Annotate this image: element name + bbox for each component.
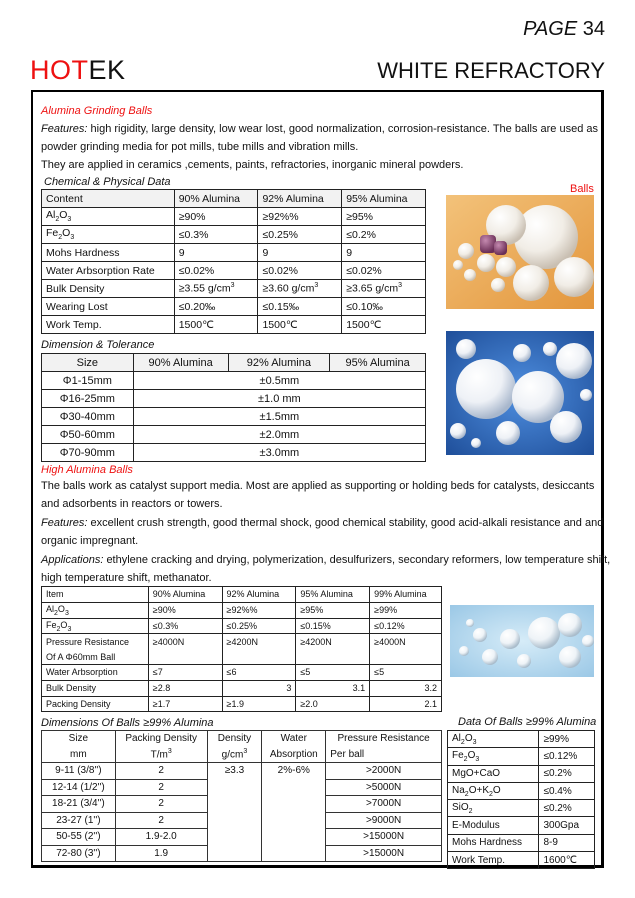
header-cell: 92% Alumina <box>222 587 296 603</box>
header-cell: Density <box>207 731 262 747</box>
cell: ≥4000N <box>148 634 222 649</box>
cell: ±3.0mm <box>133 444 425 462</box>
chem-table <box>41 189 426 334</box>
header-cell: 90% Alumina <box>148 587 222 603</box>
header-cell: 92% Alumina <box>258 190 342 208</box>
cell: 2 <box>115 812 207 829</box>
cell: ≤0.2% <box>539 765 595 782</box>
cell: ≤0.02% <box>342 262 426 280</box>
cell: ≤0.02% <box>174 262 258 280</box>
table-row <box>42 280 426 298</box>
cell: 12-14 (1/2'') <box>42 779 116 796</box>
cell: 1.9 <box>115 845 207 862</box>
cell: ≤0.15‰ <box>258 298 342 316</box>
header-cell: Packing Density <box>115 731 207 747</box>
cell: ≥4200N <box>296 634 370 649</box>
cell: Mohs Hardness <box>448 834 539 851</box>
cell: Water Arbsorption <box>42 664 149 680</box>
cell: >5000N <box>326 779 442 796</box>
cell: 1600℃ <box>539 852 595 869</box>
cell: ≥95% <box>342 208 426 226</box>
brand-logo: HOTEK <box>30 55 126 85</box>
table-header-row <box>42 190 426 208</box>
formula-cell: $Na_2O+K_2O$ <box>448 782 539 799</box>
cell: ≤0.12% <box>370 618 442 634</box>
header-cell: 95% Alumina <box>296 587 370 603</box>
formula-cell: $Al_2O_3$ <box>42 208 175 226</box>
cell: 9-11 (3/8'') <box>42 763 116 780</box>
cell: 2%-6% <box>262 763 326 862</box>
table-row <box>42 390 426 408</box>
cell: >2000N <box>326 763 442 780</box>
cell: Mohs Hardness <box>42 244 175 262</box>
cell: 3.1 <box>296 680 370 696</box>
cell: ≤0.3% <box>174 226 258 244</box>
table-row <box>42 408 426 426</box>
cell: 2.1 <box>370 696 442 712</box>
cell: Pressure Resistance <box>42 634 149 649</box>
cell <box>148 649 222 664</box>
cell: ≤6 <box>222 664 296 680</box>
cell: Φ30-40mm <box>42 408 134 426</box>
table-row <box>42 226 426 244</box>
header-cell: 95% Alumina <box>330 354 426 372</box>
cell: 72-80 (3'') <box>42 845 116 862</box>
header-cell: 99% Alumina <box>370 587 442 603</box>
table-row <box>42 696 442 712</box>
cell: ≥4000N <box>370 634 442 649</box>
cell: Bulk Density <box>42 280 175 298</box>
table-row <box>448 782 595 799</box>
dim-caption: Dimension & Tolerance <box>41 339 155 351</box>
cell: ≥99% <box>370 602 442 618</box>
cell: >9000N <box>326 812 442 829</box>
dims99-caption: Dimensions Of Balls ≥99% Alumina <box>41 717 214 729</box>
dims99-table <box>41 730 442 862</box>
cell: Φ16-25mm <box>42 390 134 408</box>
section-title-high: High Alumina Balls <box>41 464 133 476</box>
formula-cell: $Al_2O_3$ <box>42 602 149 618</box>
cell: MgO+CaO <box>448 765 539 782</box>
cell: ≤0.3% <box>148 618 222 634</box>
cell: 3 <box>222 680 296 696</box>
cell: 18-21 (3/4'') <box>42 796 116 813</box>
table-row <box>448 765 595 782</box>
cell: Work Temp. <box>42 316 175 334</box>
cell: 3.2 <box>370 680 442 696</box>
cell: Φ50-60mm <box>42 426 134 444</box>
cell <box>222 649 296 664</box>
cell: ≤0.20‰ <box>174 298 258 316</box>
header-cell: Size <box>42 354 134 372</box>
cell: ±2.0mm <box>133 426 425 444</box>
cell: ≥3.55 $g/cm^3$ <box>174 280 258 298</box>
white-balls-photo <box>446 331 594 455</box>
cell: ±1.5mm <box>133 408 425 426</box>
cell: 1500℃ <box>258 316 342 334</box>
cell: Bulk Density <box>42 680 149 696</box>
cell: ≤0.4% <box>539 782 595 799</box>
cell: ≥90% <box>174 208 258 226</box>
cell: ≤0.25% <box>258 226 342 244</box>
table-row <box>42 664 442 680</box>
header-cell: mm <box>42 747 116 763</box>
cell: 2 <box>115 763 207 780</box>
header-cell: Content <box>42 190 175 208</box>
high-intro: The balls work as catalyst support media. Most are applied as supporting or holding beds for catalysts, desiccants <box>41 480 595 492</box>
cell: 1500℃ <box>174 316 258 334</box>
dimension-table <box>41 353 426 462</box>
cell <box>370 649 442 664</box>
cell: ≤5 <box>296 664 370 680</box>
table-row <box>42 602 442 618</box>
header-cell: $T/m^3$ <box>115 747 207 763</box>
header-cell: Pressure Resistance <box>326 731 442 747</box>
table-row <box>448 817 595 834</box>
formula-cell: $Fe_2O_3$ <box>42 618 149 634</box>
header-cell: 92% Alumina <box>228 354 330 372</box>
table-row <box>42 316 426 334</box>
cell: 9 <box>342 244 426 262</box>
cell: ≥92%% <box>258 208 342 226</box>
cell <box>296 649 370 664</box>
cell: ≥3.3 <box>207 763 262 862</box>
cell: ≥1.7 <box>148 696 222 712</box>
cell: 23-27 (1'') <box>42 812 116 829</box>
header-cell: Absorption <box>262 747 326 763</box>
header-cell: 90% Alumina <box>133 354 228 372</box>
cell: Work Temp. <box>448 852 539 869</box>
high-features: Features: excellent crush strength, good thermal shock, good chemical stability, good acid-alkali resistance and and <box>41 517 604 529</box>
table-row <box>42 262 426 280</box>
table-header-row <box>42 731 442 747</box>
table-row <box>42 634 442 649</box>
table-row <box>42 372 426 390</box>
cell: 8-9 <box>539 834 595 851</box>
cell: Φ1-15mm <box>42 372 134 390</box>
cell: ±1.0 mm <box>133 390 425 408</box>
high-applications: Applications: ethylene cracking and drying, polymerization, desulfurizers, secondary reformers, low temperature shift, <box>41 554 611 566</box>
table-row <box>448 852 595 869</box>
cell: ≥1.9 <box>222 696 296 712</box>
cell: ≥92%% <box>222 602 296 618</box>
table-header-row <box>42 747 442 763</box>
data99-caption: Data Of Balls ≥99% Alumina <box>458 716 597 728</box>
cell: ≤5 <box>370 664 442 680</box>
table-row <box>42 763 442 780</box>
balls-label: Balls <box>570 183 594 195</box>
table-row <box>42 649 442 664</box>
cell: ≤0.12% <box>539 748 595 765</box>
header-cell: Size <box>42 731 116 747</box>
table-row <box>42 680 442 696</box>
cell: ≤0.25% <box>222 618 296 634</box>
cell: ≥95% <box>296 602 370 618</box>
cell: ≤0.2% <box>342 226 426 244</box>
formula-cell: $Fe_2O_3$ <box>42 226 175 244</box>
cell: ≤0.02% <box>258 262 342 280</box>
cell: ≥4200N <box>222 634 296 649</box>
cell: 2 <box>115 779 207 796</box>
cell: Water Arbsorption Rate <box>42 262 175 280</box>
table-row <box>42 618 442 634</box>
cell: 9 <box>174 244 258 262</box>
cell: ≥3.65 $g/cm^3$ <box>342 280 426 298</box>
cell: >15000N <box>326 845 442 862</box>
grinding-applied: They are applied in ceramics ,cements, paints, refractories, inorganic mineral powders. <box>41 159 464 171</box>
cell: ≥2.8 <box>148 680 222 696</box>
cell: ≥2.0 <box>296 696 370 712</box>
high-intro-cont: and adsorbents in reactors or towers. <box>41 498 223 510</box>
table-row <box>448 834 595 851</box>
cell: >15000N <box>326 829 442 846</box>
page-number: PAGE 34 <box>523 18 605 40</box>
table-header-row <box>42 587 442 603</box>
cell: Φ70-90mm <box>42 444 134 462</box>
cell: 9 <box>258 244 342 262</box>
header-cell: Water <box>262 731 326 747</box>
grinding-balls-photo <box>446 195 594 309</box>
cell: ≤0.2% <box>539 800 595 817</box>
document-title: WHITE REFRACTORY <box>377 58 605 83</box>
table-row <box>42 298 426 316</box>
cell: Of A Φ60mm Ball <box>42 649 149 664</box>
header-cell: 90% Alumina <box>174 190 258 208</box>
cell: 1.9-2.0 <box>115 829 207 846</box>
table-header-row <box>42 354 426 372</box>
grinding-features: Features: high rigidity, large density, low wear lost, good normalization, corrosion-resistance. The balls are used as <box>41 123 599 135</box>
cell: 50-55 (2'') <box>42 829 116 846</box>
table-row <box>448 800 595 817</box>
header-cell: $g/cm^3$ <box>207 747 262 763</box>
formula-cell: $Fe_2O_3$ <box>448 748 539 765</box>
cell: ≤0.10‰ <box>342 298 426 316</box>
formula-cell: $Al_2O_3$ <box>448 731 539 748</box>
cell: Packing Density <box>42 696 149 712</box>
header-cell: 95% Alumina <box>342 190 426 208</box>
section-title-grinding: Alumina Grinding Balls <box>41 105 153 117</box>
high-alumina-balls-photo <box>450 605 594 677</box>
cell: 2 <box>115 796 207 813</box>
cell: 300Gpa <box>539 817 595 834</box>
cell: ≥99% <box>539 731 595 748</box>
chem-caption: Chemical & Physical Data <box>44 176 171 188</box>
header-cell: Per ball <box>326 747 442 763</box>
cell: ≥90% <box>148 602 222 618</box>
table-row <box>42 208 426 226</box>
cell: ±0.5mm <box>133 372 425 390</box>
table-row <box>42 426 426 444</box>
data99-table <box>447 730 595 869</box>
table-row <box>42 444 426 462</box>
high-applications-cont: high temperature shift, methanator. <box>41 572 212 584</box>
cell: 1500℃ <box>342 316 426 334</box>
high-alumina-table <box>41 586 442 712</box>
cell: ≥3.60 $g/cm^3$ <box>258 280 342 298</box>
cell: E-Modulus <box>448 817 539 834</box>
cell: >7000N <box>326 796 442 813</box>
cell: ≤7 <box>148 664 222 680</box>
table-row <box>448 731 595 748</box>
header-cell: Item <box>42 587 149 603</box>
table-row <box>42 244 426 262</box>
cell: ≤0.15% <box>296 618 370 634</box>
grinding-features-cont: powder grinding media for pot mills, tube mills and vibration mills. <box>41 141 359 153</box>
formula-cell: SiO$_2$ <box>448 800 539 817</box>
cell: Wearing Lost <box>42 298 175 316</box>
table-row <box>448 748 595 765</box>
high-features-cont: organic impregnant. <box>41 535 139 547</box>
